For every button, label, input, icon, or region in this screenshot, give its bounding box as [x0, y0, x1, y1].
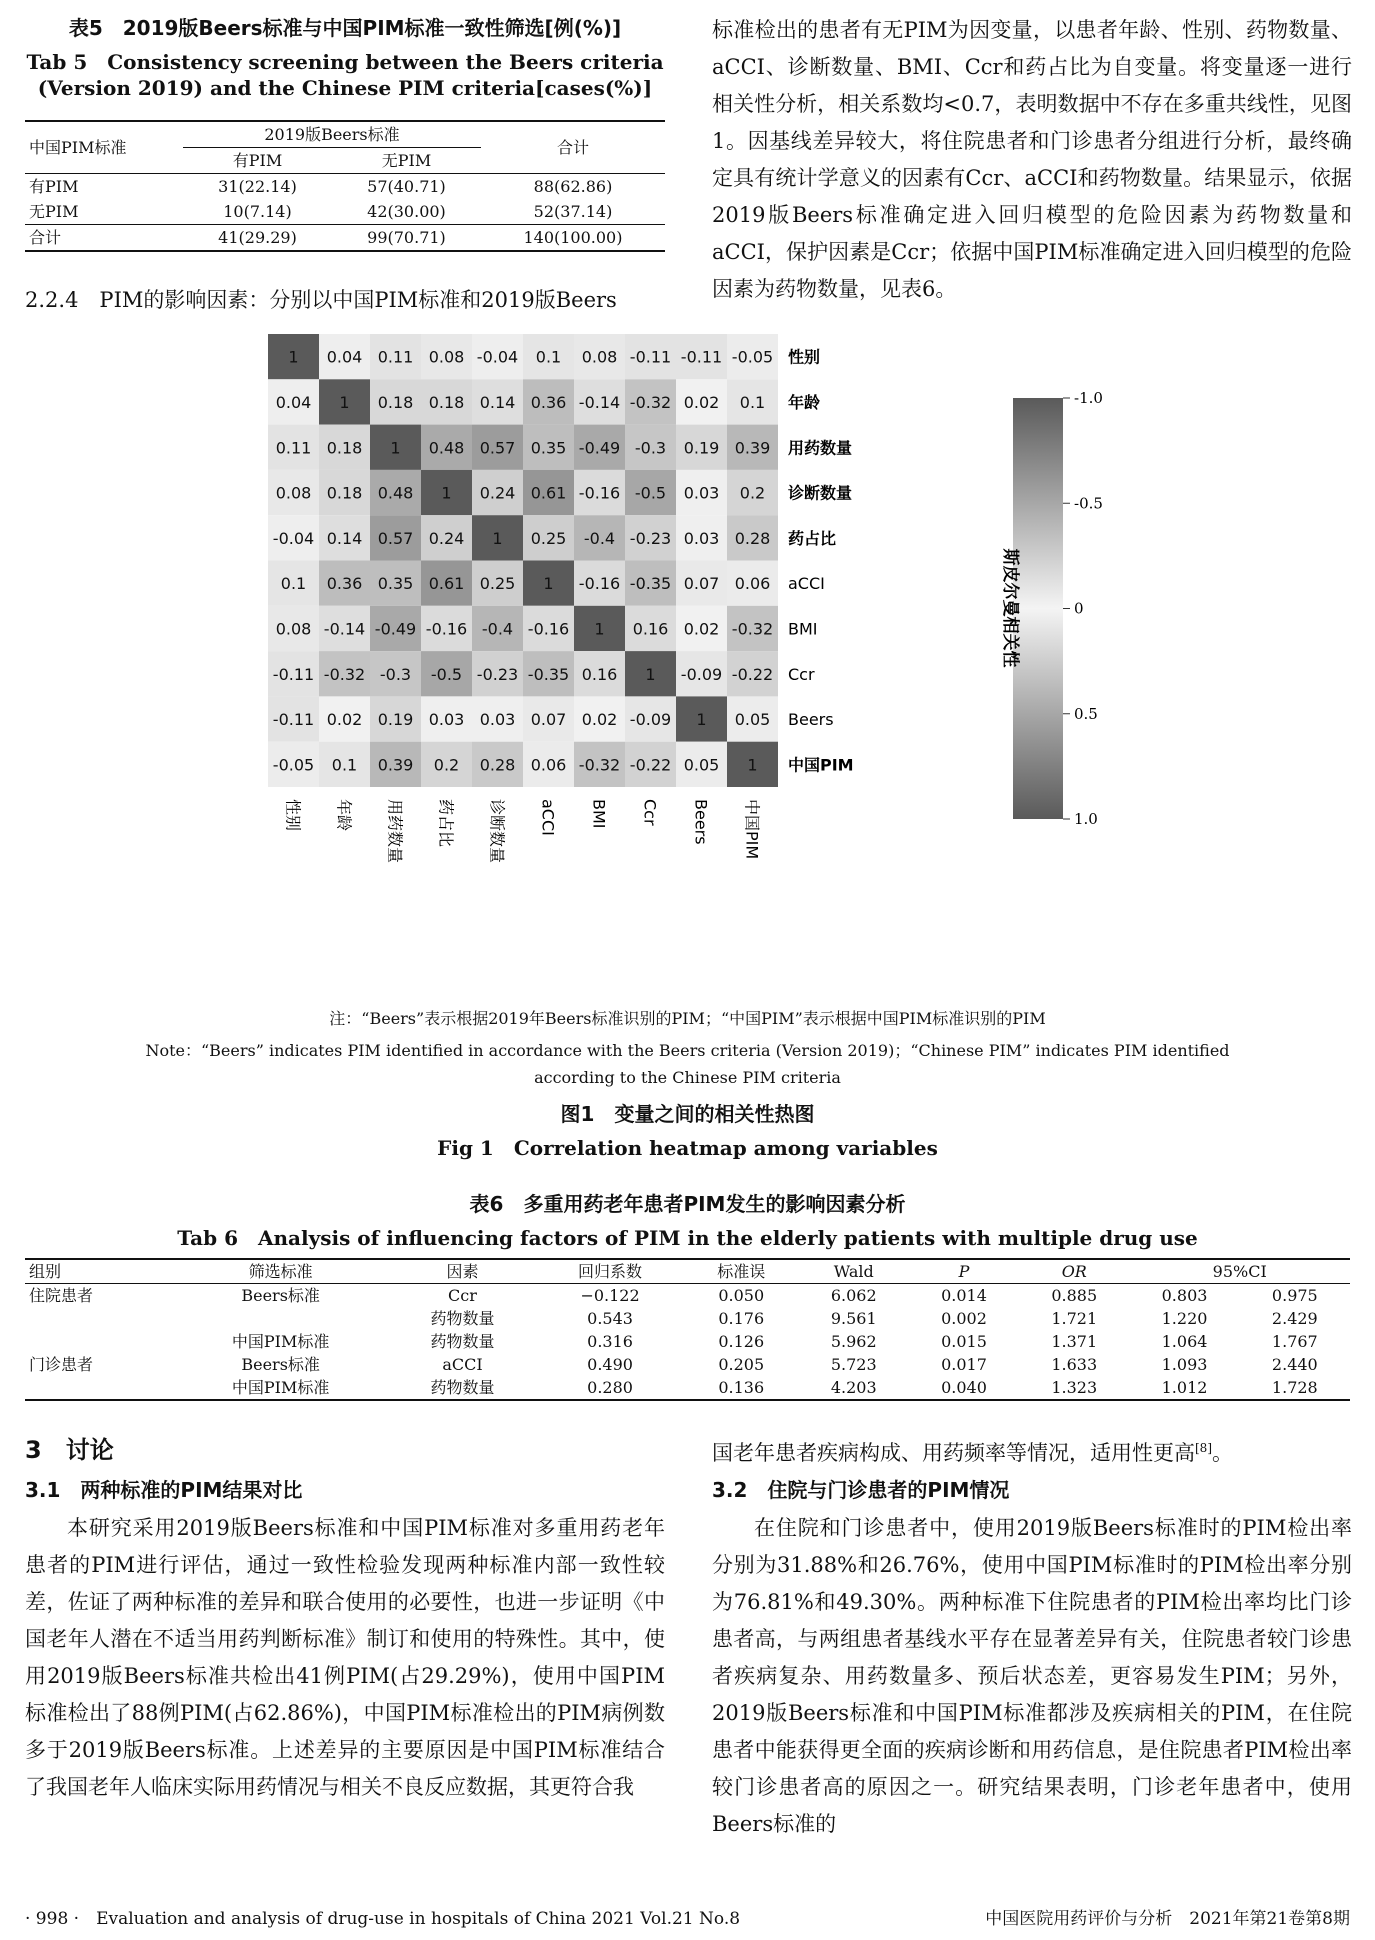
heatmap-row-label: aCCI: [788, 574, 825, 594]
tab5-cell: 88(62.86): [533, 177, 613, 196]
tab6-cell: 0.176: [718, 1309, 765, 1328]
heatmap-cell-label: -0.35: [527, 664, 570, 684]
tab6-cell: Beers标准: [241, 1355, 320, 1374]
tab5-head-total: 合计: [481, 121, 665, 174]
colorbar-tick-label: -1.0: [1074, 389, 1103, 407]
heatmap-col-label: 性别: [283, 799, 303, 832]
heatmap-col-label: 中国PIM: [742, 799, 762, 860]
heatmap-cell-label: 0.2: [739, 483, 766, 503]
tab6-cell: [173, 1307, 389, 1330]
tab6-cell: 1.767: [1271, 1332, 1318, 1351]
tab6-cell: 1.371: [1051, 1332, 1098, 1351]
tab5-table: [25, 120, 665, 252]
colorbar-tick-label: 1.0: [1074, 810, 1098, 828]
tab6-cell: 0.017: [941, 1355, 987, 1374]
colorbar-tick-label: -0.5: [1074, 494, 1103, 513]
tab6-cell: 0.040: [941, 1378, 987, 1397]
heatmap-cell-label: 0.08: [275, 483, 312, 503]
heatmap-cell-label: -0.35: [629, 574, 672, 594]
correlation-heatmap: [0, 320, 1375, 1010]
fig1-note-en-2: according to the Chinese PIM criteria: [534, 1068, 841, 1087]
heatmap-cell-label: 0.19: [377, 710, 414, 730]
tab6-cell: 1.012: [1161, 1378, 1208, 1397]
heatmap-cell-label: -0.11: [680, 347, 723, 367]
section-3-1-paragraph: 本研究采用2019版Beers标准和中国PIM标准对多重用药老年患者的PIM进行评估，通过一致性检验发现两种标准内部一致性较差，佐证了两种标准的差异和联合使用的必要性，也进一步证明《中国老年人潜在不适当用药判断标准》制订和使用的特殊性。其中，使用2019版Beers标准共检出41例PIM(占29.29%)，使用中国PIM标准检出了88例PIM(占62.86%)，中国PIM标准检出的PIM病例数多于2019版Beers标准。上述差异的主要原因是中国PIM标准结合了我国老年人临床实际用药情况与相关不良反应数据，其更符合我: [25, 1516, 665, 1799]
fig1-note-zh: 注：“Beers”表示根据2019年Beers标准识别的PIM；“中国PIM”表示根据中国PIM标准识别的PIM: [329, 1009, 1046, 1028]
heatmap-cell-label: 0.14: [326, 528, 363, 548]
heatmap-cell-label: 0.48: [377, 483, 414, 503]
heatmap-cell-label: 0.02: [581, 710, 618, 730]
tab6-header: 组别: [29, 1262, 62, 1281]
tab6-cell: 0.126: [718, 1332, 765, 1351]
heatmap-cell-label: 0.04: [275, 392, 312, 412]
heatmap-cell-label: 0.25: [479, 574, 516, 594]
tab6-cell: 2.429: [1271, 1309, 1318, 1328]
heatmap-cell-label: -0.22: [731, 664, 774, 684]
tab5-cell: 57(40.71): [367, 177, 446, 196]
heatmap-cell-label: 0.18: [326, 483, 363, 503]
tab6-cell: −0.122: [580, 1286, 640, 1305]
tab6-cell: 1.093: [1161, 1355, 1208, 1374]
heatmap-cell-label: 0.1: [739, 392, 766, 412]
heatmap-cell-label: 1: [288, 347, 299, 367]
heatmap-cell-label: -0.49: [374, 619, 417, 639]
tab6-cell: [25, 1330, 173, 1353]
heatmap-col-label: 诊断数量: [487, 799, 507, 864]
section-3-1-heading: 3.1 两种标准的PIM结果对比: [25, 1478, 303, 1502]
heatmap-col-label: Ccr: [640, 799, 660, 826]
tab6-cell: 0.280: [587, 1378, 633, 1397]
heatmap-cell-label: 0.1: [280, 574, 307, 594]
heatmap-cell-label: -0.09: [680, 664, 723, 684]
tab6-cell: 5.723: [830, 1355, 877, 1374]
heatmap-cell-label: -0.32: [629, 392, 672, 412]
heatmap-row-label: Beers: [788, 710, 834, 730]
right-top-paragraph: 标准检出的患者有无PIM为因变量，以患者年龄、性别、药物数量、aCCI、诊断数量、BMI、Ccr和药占比为自变量。将变量逐一进行相关性分析，相关系数均<0.7，表明数据中不存在多重共线性，见图1。因基线差异较大，将住院患者和门诊患者分组进行分析，最终确定具有统计学意义的因素有Ccr、aCCI和药物数量。结果显示，依据2019版Beers标准确定进入回归模型的危险因素为药物数量和aCCI，保护因素是Ccr；依据中国PIM标准确定进入回归模型的危险因素为药物数量，见表6。: [712, 18, 1352, 301]
heatmap-cell-label: -0.16: [578, 483, 621, 503]
heatmap-cell-label: 0.04: [326, 347, 363, 367]
table-row: [25, 1376, 1350, 1400]
heatmap-cell-label: -0.05: [272, 755, 315, 775]
heatmap-row-label: 用药数量: [788, 438, 853, 458]
heatmap-cell-label: -0.32: [578, 755, 621, 775]
heatmap-cell-label: 0.14: [479, 392, 516, 412]
heatmap-cell-label: 1: [390, 438, 401, 458]
right-cont-end: 。: [1212, 1441, 1233, 1465]
heatmap-cell-label: 0.39: [377, 755, 414, 775]
tab5-cell: 合计: [29, 228, 62, 247]
heatmap-cell-label: 0.19: [683, 438, 720, 458]
tab5-cell: 无PIM: [29, 202, 79, 221]
heatmap-cell-label: 0.02: [683, 392, 720, 412]
heatmap-cell-label: 0.39: [734, 438, 771, 458]
heatmap-cell-label: 0.1: [535, 347, 562, 367]
tab6-title-en: Tab 6 Analysis of influencing factors of PIM in the elderly patients with multiple drug use: [177, 1226, 1198, 1250]
tab6-header: 标准误: [717, 1262, 766, 1281]
heatmap-cell-label: 0.1: [331, 755, 358, 775]
heatmap-col-label: aCCI: [538, 799, 558, 836]
footer-right: 中国医院用药评价与分析 2021年第21卷第8期: [985, 1909, 1350, 1929]
heatmap-cell-label: 0.57: [479, 438, 516, 458]
fig1-caption-zh: 图1 变量之间的相关性热图: [560, 1102, 815, 1126]
heatmap-cell-label: 0.36: [530, 392, 567, 412]
heatmap-cell-label: 0.03: [683, 528, 720, 548]
right-cont-text: 国老年患者疾病构成、用药频率等情况，适用性更高: [712, 1441, 1195, 1465]
tab6-header: 95%CI: [1212, 1262, 1267, 1281]
tab6-cell: 1.323: [1051, 1378, 1098, 1397]
heatmap-cell-label: -0.11: [629, 347, 672, 367]
heatmap-cell-label: 0.35: [530, 438, 567, 458]
heatmap-cell-label: 0.61: [428, 574, 465, 594]
heatmap-cell-label: -0.3: [379, 664, 412, 684]
heatmap-col-label: 用药数量: [385, 799, 405, 864]
tab6-cell: 9.561: [830, 1309, 877, 1328]
table-row: [25, 1330, 1350, 1353]
tab6-cell: 中国PIM标准: [231, 1332, 330, 1351]
heatmap-cell-label: 1: [645, 664, 656, 684]
heatmap-cell-label: -0.14: [578, 392, 621, 412]
tab6-cell: 2.440: [1271, 1355, 1318, 1374]
tab6-cell: 4.203: [830, 1378, 877, 1397]
heatmap-row-label: 年龄: [788, 392, 821, 412]
tab6-cell: 药物数量: [430, 1332, 495, 1351]
tab6-cell: 0.975: [1271, 1286, 1318, 1305]
heatmap-cell-label: 0.24: [479, 483, 516, 503]
heatmap-cell-label: -0.14: [323, 619, 366, 639]
heatmap-cell-label: 0.16: [632, 619, 669, 639]
tab6-cell: 药物数量: [430, 1378, 495, 1397]
table-row: [25, 1307, 1350, 1330]
fig1-caption-en: Fig 1 Correlation heatmap among variables: [437, 1136, 938, 1160]
colorbar-tick-label: 0: [1074, 599, 1084, 618]
heatmap-cell-label: -0.32: [323, 664, 366, 684]
colorbar-tick-label: 0.5: [1074, 704, 1098, 723]
tab5-head-group: 2019版Beers标准: [183, 121, 481, 148]
tab5-title-en-1: Tab 5 Consistency screening between the Beers criteria: [26, 50, 664, 74]
heatmap-cell-label: 0.05: [683, 755, 720, 775]
heatmap-cell-label: 0.03: [683, 483, 720, 503]
heatmap-cell-label: -0.16: [527, 619, 570, 639]
tab6-cell: 0.803: [1161, 1286, 1208, 1305]
tab6-cell: 0.316: [587, 1332, 633, 1351]
heatmap-cell-label: 1: [747, 755, 758, 775]
heatmap-cell-label: 0.18: [377, 392, 414, 412]
tab6-cell: [25, 1307, 173, 1330]
heatmap-col-label: 药占比: [436, 799, 456, 848]
heatmap-col-label: Beers: [691, 799, 711, 845]
tab5-cell: 99(70.71): [367, 228, 446, 247]
heatmap-cell-label: 0.05: [734, 710, 771, 730]
heatmap-row-label: 药占比: [788, 528, 837, 548]
heatmap-cell-label: -0.04: [272, 528, 315, 548]
heatmap-cell-label: 0.24: [428, 528, 465, 548]
tab6-header: 筛选标准: [248, 1262, 313, 1281]
tab5-cell: 41(29.29): [218, 228, 297, 247]
tab6-cell: 门诊患者: [29, 1355, 94, 1374]
heatmap-cell-label: 0.28: [479, 755, 516, 775]
tab6-header: Wald: [833, 1262, 874, 1281]
heatmap-cell-label: 0.03: [479, 710, 516, 730]
tab6-table: [25, 1258, 1350, 1401]
tab5-cell: 31(22.14): [218, 177, 297, 196]
heatmap-cell-label: 0.08: [428, 347, 465, 367]
tab5-head-no: 无PIM: [381, 151, 432, 170]
heatmap-cell-label: 1: [339, 392, 350, 412]
heatmap-cell-label: 0.57: [377, 528, 414, 548]
tab5-title-zh: 表5 2019版Beers标准与中国PIM标准一致性筛选[例(%)]: [68, 16, 622, 40]
section-2-2-4-start: 2.2.4 PIM的影响因素：分别以中国PIM标准和2019版Beers: [25, 288, 617, 312]
heatmap-cell-label: -0.5: [634, 483, 667, 503]
heatmap-cell-label: -0.16: [425, 619, 468, 639]
heatmap-cell-label: -0.4: [583, 528, 616, 548]
heatmap-cell-label: 0.11: [377, 347, 414, 367]
tab6-cell: 0.014: [941, 1286, 987, 1305]
tab5-head-has: 有PIM: [232, 151, 283, 170]
heatmap-cell-label: 0.18: [326, 438, 363, 458]
footer-left: · 998 · Evaluation and analysis of drug-use in hospitals of China 2021 Vol.21 No.8: [25, 1909, 741, 1929]
heatmap-row-label: 性别: [788, 347, 821, 367]
table-row: [25, 1284, 1350, 1308]
tab6-cell: [25, 1376, 173, 1400]
section-3-heading: 3 讨论: [25, 1436, 114, 1464]
tab6-cell: 中国PIM标准: [231, 1378, 330, 1397]
heatmap-cell-label: -0.05: [731, 347, 774, 367]
tab6-cell: 0.136: [718, 1378, 765, 1397]
heatmap-cell-label: 1: [696, 710, 707, 730]
reference-link[interactable]: [8]: [1195, 1441, 1212, 1455]
heatmap-cell-label: 0.25: [530, 528, 567, 548]
tab6-title-zh: 表6 多重用药老年患者PIM发生的影响因素分析: [469, 1192, 906, 1216]
heatmap-row-label: 诊断数量: [788, 483, 853, 503]
heatmap-cell-label: 0.07: [530, 710, 567, 730]
heatmap-cell-label: 0.48: [428, 438, 465, 458]
tab6-cell: 6.062: [830, 1286, 877, 1305]
heatmap-cell-label: -0.23: [476, 664, 519, 684]
colorbar-label: 斯皮尔曼相关性: [1000, 548, 1020, 668]
tab6-cell: aCCI: [442, 1355, 483, 1374]
tab6-cell: 1.728: [1271, 1378, 1318, 1397]
tab6-cell: 药物数量: [430, 1309, 495, 1328]
tab5-cell: 42(30.00): [367, 202, 446, 221]
heatmap-cell-label: -0.3: [634, 438, 667, 458]
tab6-cell: 住院患者: [29, 1286, 94, 1305]
tab5-title-en-2: (Version 2019) and the Chinese PIM criteria[cases(%)]: [37, 76, 653, 100]
heatmap-cell-label: 0.18: [428, 392, 465, 412]
heatmap-cell-label: 0.02: [683, 619, 720, 639]
section-3-2-heading: 3.2 住院与门诊患者的PIM情况: [712, 1478, 1010, 1502]
table-row: [25, 174, 665, 200]
heatmap-cell-label: 0.16: [581, 664, 618, 684]
heatmap-cell-label: -0.16: [578, 574, 621, 594]
tab6-header: P: [958, 1262, 970, 1281]
heatmap-cell-label: 0.11: [275, 438, 312, 458]
heatmap-col-label: 年龄: [334, 799, 354, 832]
tab6-cell: 0.050: [718, 1286, 765, 1305]
heatmap-cell-label: -0.32: [731, 619, 774, 639]
tab6-cell: 0.015: [941, 1332, 987, 1351]
heatmap-cell-label: -0.4: [481, 619, 514, 639]
heatmap-cell-label: -0.22: [629, 755, 672, 775]
tab5-cell: 有PIM: [29, 177, 79, 196]
tab6-cell: Beers标准: [241, 1286, 320, 1305]
tab5-cell: 140(100.00): [523, 228, 623, 247]
tab6-cell: 1.721: [1051, 1309, 1098, 1328]
tab6-cell: 0.205: [718, 1355, 765, 1374]
tab6-cell: 1.064: [1161, 1332, 1208, 1351]
heatmap-cell-label: -0.11: [272, 710, 315, 730]
heatmap-cell-label: -0.5: [430, 664, 463, 684]
tab5-cell: 52(37.14): [533, 202, 613, 221]
heatmap-cell-label: -0.11: [272, 664, 315, 684]
table-row: [25, 225, 665, 252]
heatmap-cell-label: 0.08: [581, 347, 618, 367]
heatmap-cell-label: 0.06: [734, 574, 771, 594]
heatmap-row-label: 中国PIM: [788, 755, 854, 775]
heatmap-cell-label: -0.23: [629, 528, 672, 548]
heatmap-cell-label: 0.28: [734, 528, 771, 548]
heatmap-cell-label: 0.07: [683, 574, 720, 594]
tab6-cell: 0.543: [587, 1309, 633, 1328]
tab6-cell: 5.962: [830, 1332, 877, 1351]
heatmap-cell-label: -0.49: [578, 438, 621, 458]
tab5-cell: 10(7.14): [223, 202, 292, 221]
tab6-header: 因素: [446, 1262, 479, 1281]
tab6-cell: 0.490: [587, 1355, 633, 1374]
heatmap-row-label: BMI: [788, 619, 818, 639]
heatmap-cell-label: -0.04: [476, 347, 519, 367]
heatmap-row-label: Ccr: [788, 664, 815, 684]
heatmap-cell-label: 0.2: [433, 755, 460, 775]
heatmap-col-label: BMI: [589, 799, 609, 829]
heatmap-cell-label: 1: [594, 619, 605, 639]
tab6-cell: Ccr: [448, 1286, 477, 1305]
fig1-note-en-1: Note：“Beers” indicates PIM identified in accordance with the Beers criteria (Version 2019)；“Chinese PIM” indicates PIM identified: [145, 1041, 1230, 1060]
heatmap-cell-label: 0.61: [530, 483, 567, 503]
right-cont-line: [712, 1430, 1352, 1472]
tab6-cell: 1.220: [1161, 1309, 1208, 1328]
section-3-2-paragraph: 在住院和门诊患者中，使用2019版Beers标准时的PIM检出率分别为31.88%和26.76%，使用中国PIM标准时的PIM检出率分别为76.81%和49.30%。两种标准下住院患者的PIM检出率均比门诊患者高，与两组患者基线水平存在显著差异有关，住院患者较门诊患者疾病复杂、用药数量多、预后状态差，更容易发生PIM；另外，2019版Beers标准和中国PIM标准都涉及疾病相关的PIM，在住院患者中能获得更全面的疾病诊断和用药信息，是住院患者PIM检出率较门诊患者高的原因之一。研究结果表明，门诊老年患者中，使用Beers标准的: [712, 1516, 1352, 1836]
heatmap-cell-label: 1: [543, 574, 554, 594]
heatmap-cell-label: 0.02: [326, 710, 363, 730]
heatmap-cell-label: 0.08: [275, 619, 312, 639]
tab6-cell: 0.002: [941, 1309, 987, 1328]
heatmap-cell-label: 0.03: [428, 710, 465, 730]
heatmap-cell-label: 0.06: [530, 755, 567, 775]
table-row: [25, 199, 665, 225]
heatmap-cell-label: 1: [492, 528, 503, 548]
table-row: [25, 1353, 1350, 1376]
tab6-header: OR: [1061, 1262, 1087, 1281]
heatmap-cell-label: 0.35: [377, 574, 414, 594]
tab6-cell: 1.633: [1051, 1355, 1098, 1374]
heatmap-cell-label: -0.09: [629, 710, 672, 730]
heatmap-cell-label: 0.36: [326, 574, 363, 594]
heatmap-cell-label: 1: [441, 483, 452, 503]
tab6-cell: 0.885: [1051, 1286, 1098, 1305]
tab5-head-rowhead: 中国PIM标准: [25, 121, 183, 174]
tab6-header: 回归系数: [578, 1262, 643, 1281]
